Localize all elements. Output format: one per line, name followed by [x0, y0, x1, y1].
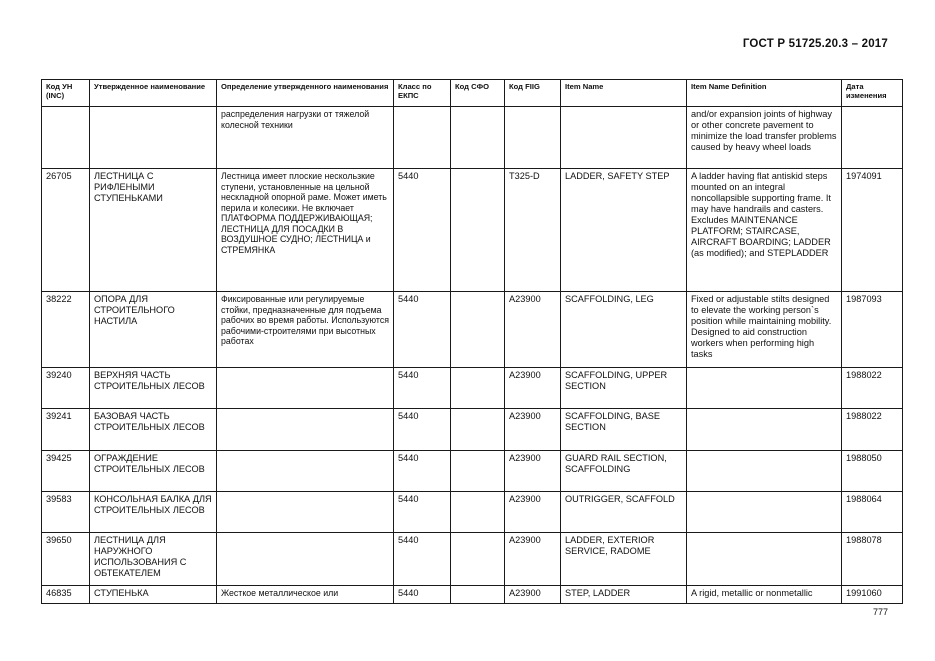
cell-item-name: SCAFFOLDING, LEG [561, 292, 687, 368]
cell-sfo [451, 292, 505, 368]
cell-item-name: LADDER, EXTERIOR SERVICE, RADOME [561, 533, 687, 586]
cell-item-definition [687, 492, 842, 533]
table-header-row [42, 80, 903, 107]
cell-class: 5440 [394, 368, 451, 409]
cell-definition: распределения нагрузки от тяжелой колесной техники [217, 107, 394, 169]
cell-name: ЛЕСТНИЦА С РИФЛЕНЫМИ СТУПЕНЬКАМИ [90, 169, 217, 292]
classification-table [41, 79, 903, 604]
cell-code: 39650 [42, 533, 90, 586]
document-code: ГОСТ Р 51725.20.3 – 2017 [742, 38, 888, 50]
cell-item-name: GUARD RAIL SECTION, SCAFFOLDING [561, 451, 687, 492]
cell-fiig: A23900 [505, 533, 561, 586]
cell-item-name: SCAFFOLDING, BASE SECTION [561, 409, 687, 451]
cell-name [90, 107, 217, 169]
cell-sfo [451, 409, 505, 451]
cell-item-definition [687, 409, 842, 451]
cell-fiig [505, 107, 561, 169]
cell-sfo [451, 368, 505, 409]
cell-fiig: A23900 [505, 368, 561, 409]
col-header-item-definition: Item Name Definition [687, 80, 842, 107]
col-header-class: Класс по ЕКПС [394, 80, 451, 107]
col-header-name: Утвержденное наименование [90, 80, 217, 107]
cell-name: ОПОРА ДЛЯ СТРОИТЕЛЬНОГО НАСТИЛА [90, 292, 217, 368]
cell-fiig: A23900 [505, 292, 561, 368]
cell-code: 26705 [42, 169, 90, 292]
cell-date: 1974091 [842, 169, 903, 292]
table-row [42, 451, 903, 492]
table-row [42, 107, 903, 169]
cell-code: 39240 [42, 368, 90, 409]
cell-class: 5440 [394, 292, 451, 368]
cell-definition: Фиксированные или регулируемые стойки, предназначенные для подъема рабочих во время работы. Используются рабочими-строителями при высотных работах [217, 292, 394, 368]
table-row [42, 368, 903, 409]
page-number: 777 [872, 607, 888, 617]
cell-name: ОГРАЖДЕНИЕ СТРОИТЕЛЬНЫХ ЛЕСОВ [90, 451, 217, 492]
cell-sfo [451, 533, 505, 586]
cell-sfo [451, 107, 505, 169]
cell-class: 5440 [394, 451, 451, 492]
cell-name: БАЗОВАЯ ЧАСТЬ СТРОИТЕЛЬНЫХ ЛЕСОВ [90, 409, 217, 451]
cell-item-definition: and/or expansion joints of highway or other concrete pavement to minimize the load transfer problems caused by heavy wheel loads [687, 107, 842, 169]
col-header-code: Код УН (INC) [42, 80, 90, 107]
cell-class: 5440 [394, 533, 451, 586]
cell-item-definition [687, 368, 842, 409]
cell-name: ЛЕСТНИЦА ДЛЯ НАРУЖНОГО ИСПОЛЬЗОВАНИЯ С ОБТЕКАТЕЛЕМ [90, 533, 217, 586]
cell-definition: Лестница имеет плоские нескользкие ступени, установленные на цельной нескладной опорной раме. Может иметь перила и колесики. Не включает ПЛАТФОРМА ПОДДЕРЖИВАЮЩАЯ; ЛЕСТНИЦА ДЛЯ ПОСАДКИ В ВОЗДУШНОЕ СУДНО; ЛЕСТНИЦА и СТРЕМЯНКА [217, 169, 394, 292]
col-header-date: Дата изменения [842, 80, 903, 107]
cell-class: 5440 [394, 492, 451, 533]
col-header-definition: Определение утвержденного наименования [217, 80, 394, 107]
cell-class: 5440 [394, 409, 451, 451]
cell-date: 1987093 [842, 292, 903, 368]
cell-sfo [451, 492, 505, 533]
table-row [42, 292, 903, 368]
cell-fiig: A23900 [505, 409, 561, 451]
cell-definition [217, 533, 394, 586]
cell-date: 1988022 [842, 409, 903, 451]
cell-item-name: LADDER, SAFETY STEP [561, 169, 687, 292]
col-header-sfo: Код СФО [451, 80, 505, 107]
cell-sfo [451, 451, 505, 492]
table-row [42, 586, 903, 604]
col-header-item-name: Item Name [561, 80, 687, 107]
cell-sfo [451, 169, 505, 292]
cell-class: 5440 [394, 169, 451, 292]
cell-item-definition: A rigid, metallic or nonmetallic [687, 586, 842, 604]
cell-class [394, 107, 451, 169]
cell-definition [217, 409, 394, 451]
cell-item-definition: Fixed or adjustable stilts designed to elevate the working person`s position while maintaining mobility. Designed to aid construction workers when performing high tasks [687, 292, 842, 368]
cell-item-name [561, 107, 687, 169]
cell-date: 1991060 [842, 586, 903, 604]
cell-definition [217, 492, 394, 533]
cell-date: 1988050 [842, 451, 903, 492]
table-row [42, 492, 903, 533]
cell-name: КОНСОЛЬНАЯ БАЛКА ДЛЯ СТРОИТЕЛЬНЫХ ЛЕСОВ [90, 492, 217, 533]
cell-code [42, 107, 90, 169]
cell-item-name: SCAFFOLDING, UPPER SECTION [561, 368, 687, 409]
cell-definition: Жесткое металлическое или [217, 586, 394, 604]
cell-date: 1988078 [842, 533, 903, 586]
cell-item-definition [687, 533, 842, 586]
cell-fiig: A23900 [505, 492, 561, 533]
table-row [42, 169, 903, 292]
cell-item-definition [687, 451, 842, 492]
cell-item-name: OUTRIGGER, SCAFFOLD [561, 492, 687, 533]
table-row [42, 533, 903, 586]
cell-code: 39425 [42, 451, 90, 492]
cell-item-definition: A ladder having flat antiskid steps mounted on an integral noncollapsible supporting frame. It may have handrails and casters. Excludes MAINTENANCE PLATFORM; STAIRCASE, AIRCRAFT BOARDING; LADDER (as modified); and STEPLADDER [687, 169, 842, 292]
cell-code: 38222 [42, 292, 90, 368]
cell-fiig: A23900 [505, 586, 561, 604]
cell-fiig: T325-D [505, 169, 561, 292]
cell-date: 1988022 [842, 368, 903, 409]
cell-definition [217, 368, 394, 409]
cell-fiig: A23900 [505, 451, 561, 492]
cell-name: ВЕРХНЯЯ ЧАСТЬ СТРОИТЕЛЬНЫХ ЛЕСОВ [90, 368, 217, 409]
table-row [42, 409, 903, 451]
cell-date: 1988064 [842, 492, 903, 533]
cell-name: СТУПЕНЬКА [90, 586, 217, 604]
cell-class: 5440 [394, 586, 451, 604]
cell-date [842, 107, 903, 169]
cell-item-name: STEP, LADDER [561, 586, 687, 604]
cell-code: 46835 [42, 586, 90, 604]
col-header-fiig: Код FIIG [505, 80, 561, 107]
cell-sfo [451, 586, 505, 604]
cell-definition [217, 451, 394, 492]
cell-code: 39583 [42, 492, 90, 533]
cell-code: 39241 [42, 409, 90, 451]
